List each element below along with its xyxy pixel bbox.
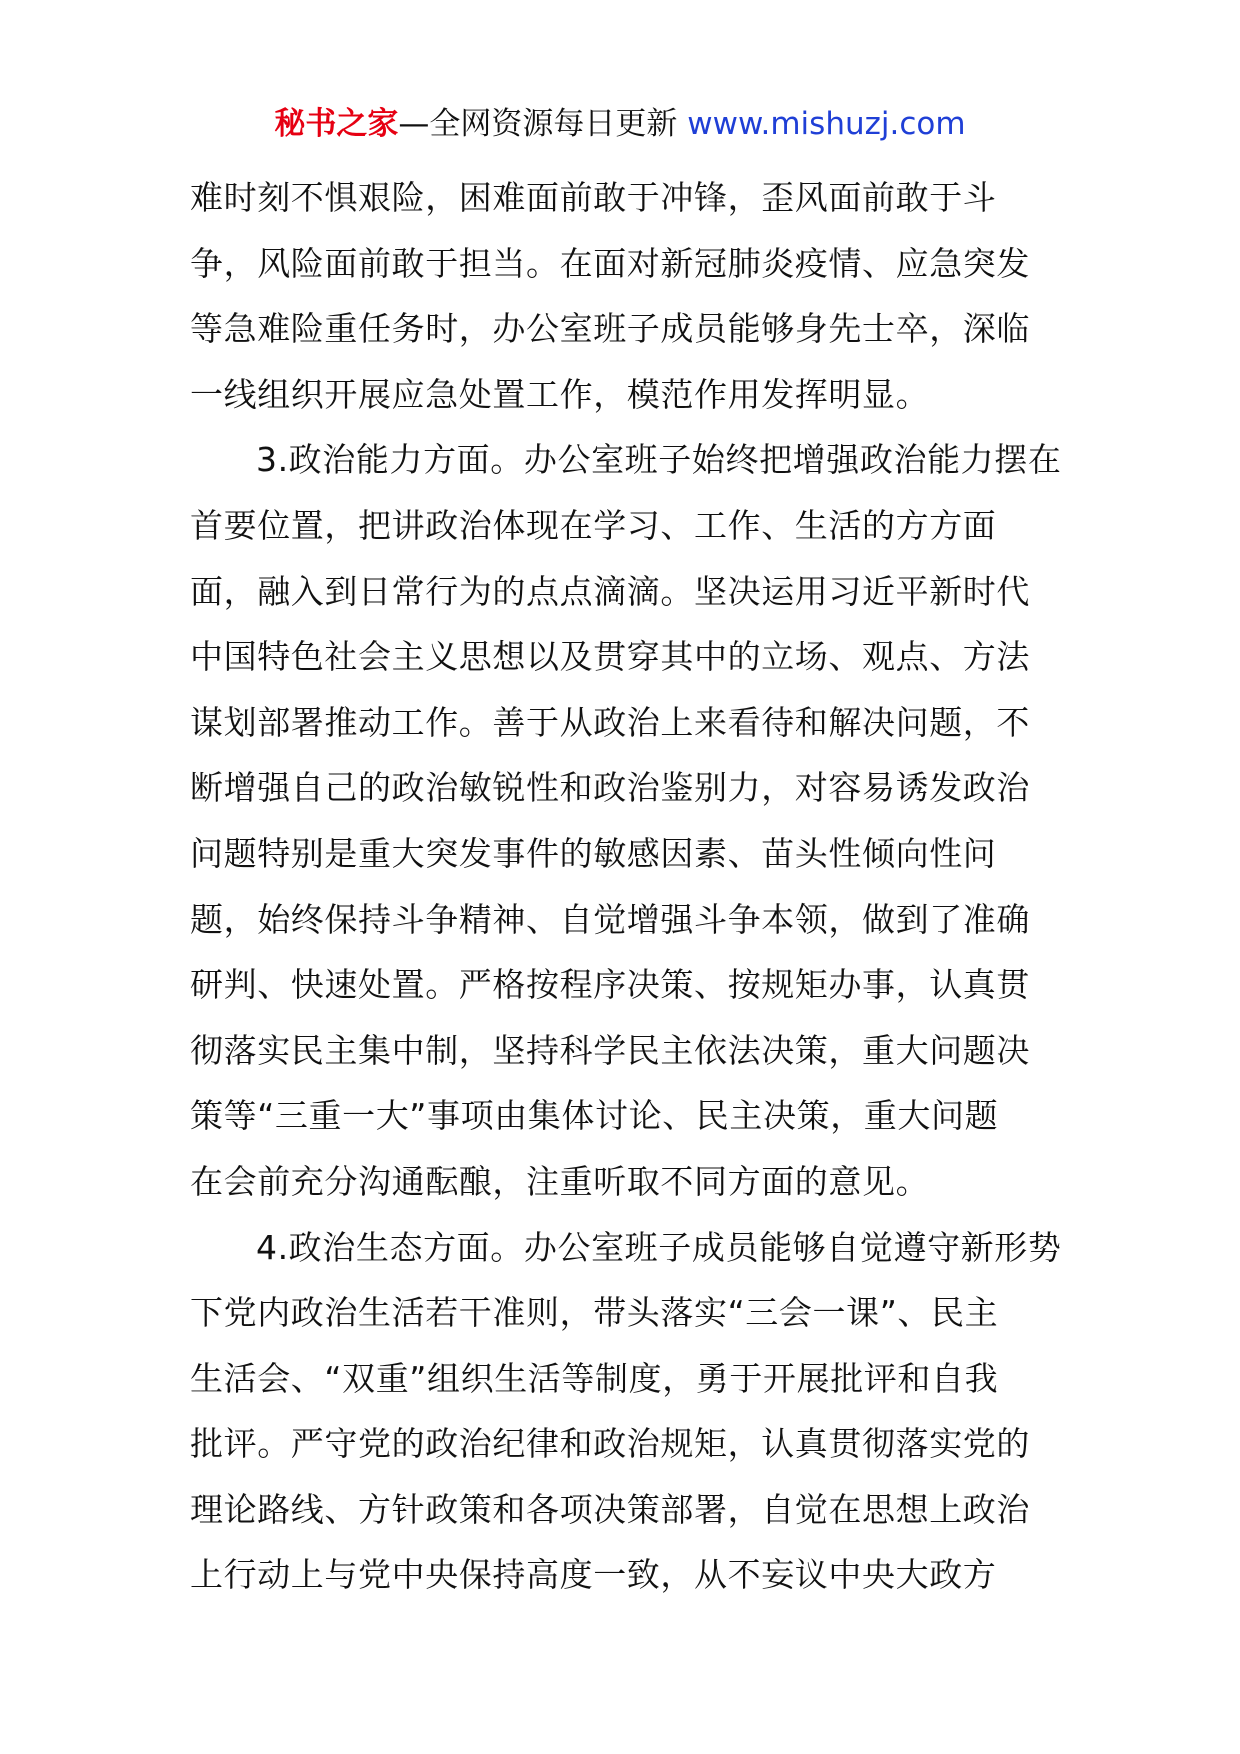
- text-line: 断增强自己的政治敏锐性和政治鉴别力，对容易诱发政治: [190, 768, 1030, 808]
- paragraph-start-line: 3.政治能力方面。办公室班子始终把增强政治能力摆在: [256, 440, 1062, 480]
- text-line: 下党内政治生活若干准则，带头落实“三会一课”、民主: [190, 1293, 999, 1333]
- document-body: [190, 165, 1060, 1608]
- text-line: 一线组织开展应急处置工作，模范作用发挥明显。: [190, 374, 930, 414]
- text-line: 在会前充分沟通酝酿，注重听取不同方面的意见。: [190, 1161, 930, 1201]
- text-line: 生活会、“双重”组织生活等制度，勇于开展批评和自我: [190, 1358, 999, 1398]
- text-line: 谋划部署推动工作。善于从政治上来看待和解决问题，不: [190, 702, 1030, 742]
- text-line: 问题特别是重大突发事件的敏感因素、苗头性倾向性问: [190, 833, 997, 873]
- text-line: 等急难险重任务时，办公室班子成员能够身先士卒，深临: [190, 309, 1030, 349]
- text-line: 首要位置，把讲政治体现在学习、工作、生活的方方面: [190, 505, 997, 545]
- text-line: 题，始终保持斗争精神、自觉增强斗争本领，做到了准确: [190, 899, 1030, 939]
- text-line: 中国特色社会主义思想以及贯穿其中的立场、观点、方法: [190, 637, 1030, 677]
- text-line: 难时刻不惧艰险，困难面前敢于冲锋，歪风面前敢于斗: [190, 178, 997, 217]
- text-line: 上行动上与党中央保持高度一致，从不妄议中央大政方: [190, 1555, 997, 1595]
- text-line: 研判、快速处置。严格按程序决策、按规矩办事，认真贯: [190, 965, 1030, 1005]
- text-line: 彻落实民主集中制，坚持科学民主依法决策，重大问题决: [190, 1030, 1030, 1070]
- text-line: 批评。严守党的政治纪律和政治规矩，认真贯彻落实党的: [190, 1424, 1030, 1464]
- header-slogan: —全网资源每日更新: [398, 106, 678, 142]
- text-line: 争，风险面前敢于担当。在面对新冠肺炎疫情、应急突发: [190, 243, 1030, 283]
- text-line: 面，融入到日常行为的点点滴滴。坚决运用习近平新时代: [190, 571, 1030, 611]
- brand-name: 秘书之家: [274, 106, 399, 142]
- site-header: [0, 102, 1240, 146]
- site-url-link[interactable]: www.mishuzj.com: [687, 106, 966, 142]
- text-line: 策等“三重一大”事项由集体讨论、民主决策，重大问题: [190, 1096, 999, 1136]
- text-line: 理论路线、方针政策和各项决策部署，自觉在思想上政治: [190, 1489, 1030, 1529]
- paragraph-start-line: 4.政治生态方面。办公室班子成员能够自觉遵守新形势: [256, 1227, 1062, 1267]
